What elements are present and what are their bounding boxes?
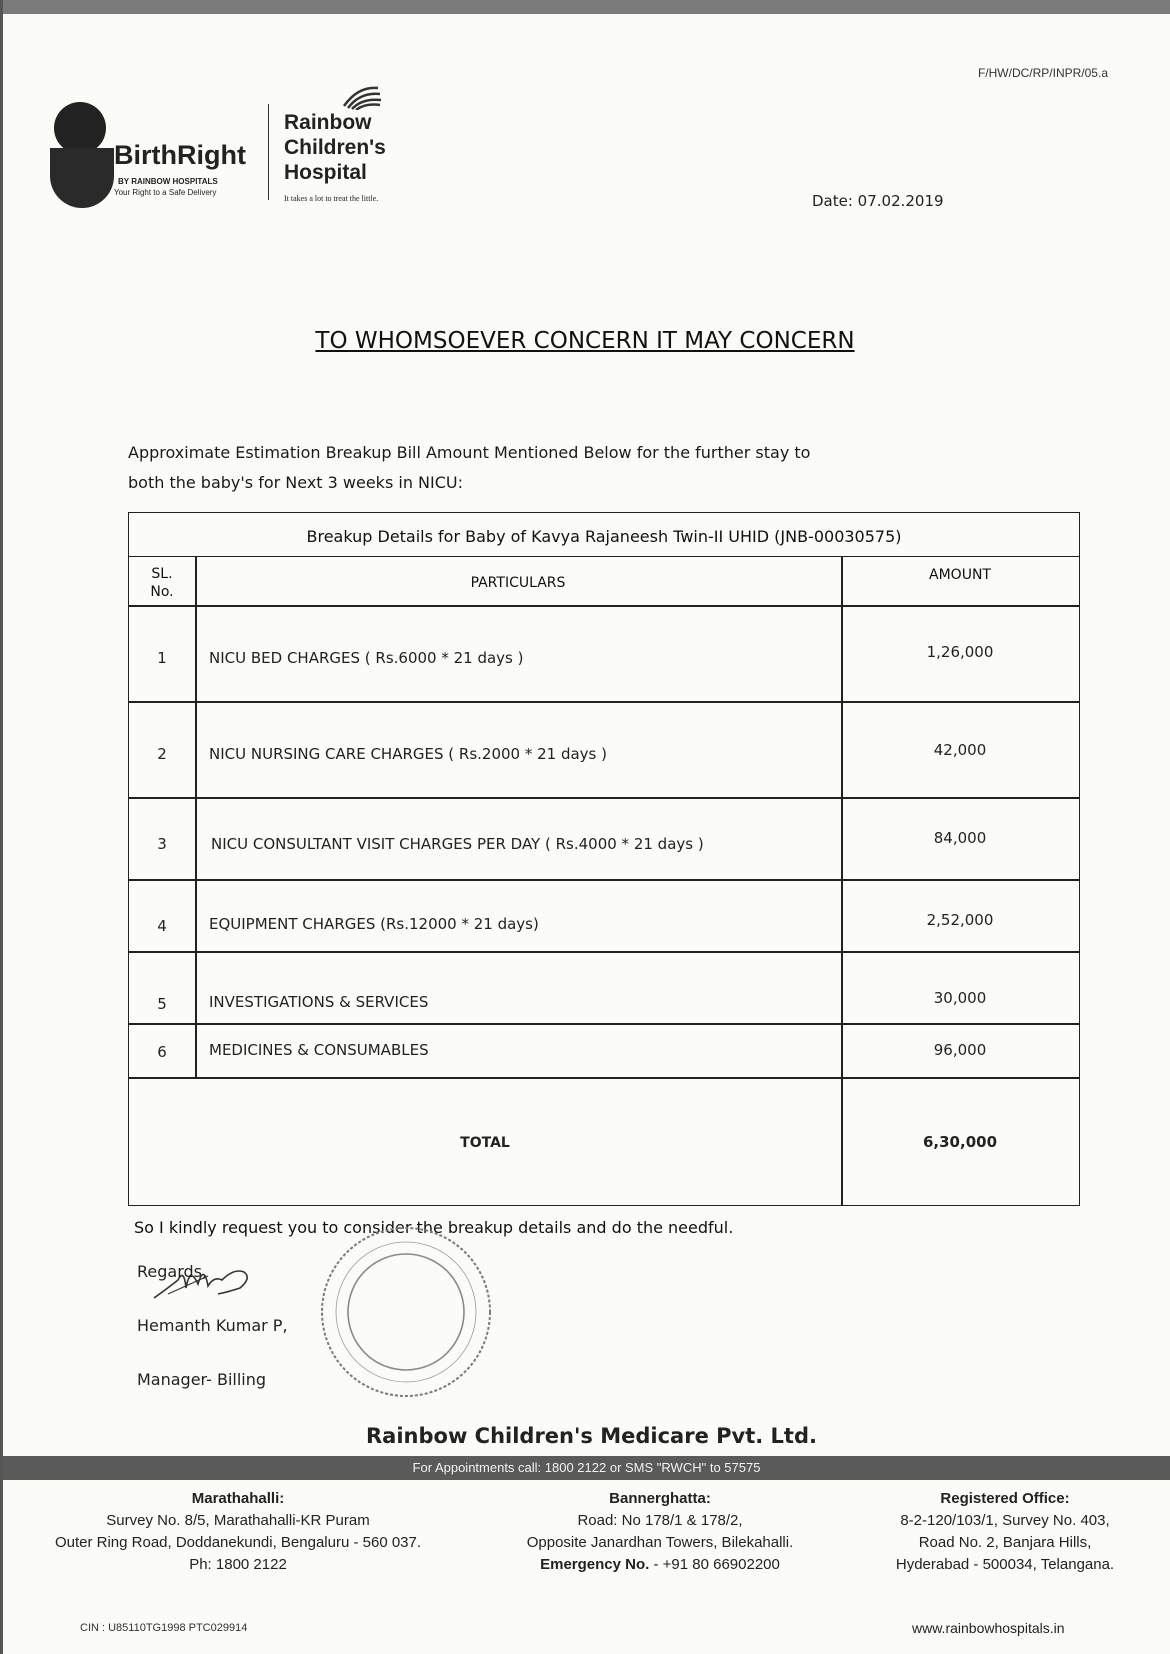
letter-title: TO WHOMSOEVER CONCERN IT MAY CONCERN [315, 328, 855, 354]
header-particulars: PARTICULARS [470, 575, 566, 591]
row-3-sl: 3 [157, 835, 167, 853]
row-4-particulars: EQUIPMENT CHARGES (Rs.12000 * 21 days) [209, 915, 539, 933]
website-link[interactable]: www.rainbowhospitals.in [912, 1620, 1065, 1636]
address-line: 8-2-120/103/1, Survey No. 403, [900, 1512, 1110, 1529]
header-sl [129, 565, 195, 601]
emergency-number: - +91 80 66902200 [649, 1556, 780, 1573]
logo-divider [268, 104, 269, 200]
birthright-name: BirthRight [114, 140, 246, 170]
total-amount: 6,30,000 [922, 1133, 998, 1151]
address-line: Road: No 178/1 & 178/2, [577, 1512, 743, 1529]
row-2-particulars: NICU NURSING CARE CHARGES ( Rs.2000 * 21 days ) [209, 745, 607, 763]
regards-text: Regards, [137, 1262, 208, 1281]
header-sl-line-1: SL. [151, 566, 173, 582]
address-line: Outer Ring Road, Doddanekundi, Bengaluru - 560 037. [54, 1534, 422, 1551]
address-line: Ph: 1800 2122 [189, 1556, 287, 1573]
rainbow-swirl-icon [338, 82, 384, 110]
address-heading: Bannerghatta: [609, 1490, 711, 1507]
address-line: Opposite Janardhan Towers, Bilekahalli. [526, 1534, 794, 1551]
header-amount: AMOUNT [929, 567, 991, 583]
emergency-label: Emergency No. [540, 1556, 650, 1573]
emergency-line [490, 1554, 830, 1576]
request-text: So I kindly request you to consider the breakup details and do the needful. [134, 1218, 734, 1237]
table-caption: Breakup Details for Baby of Kavya Rajaneesh Twin-II UHID (JNB-00030575) [129, 513, 1079, 557]
address-heading: Marathahalli: [191, 1490, 285, 1507]
birthright-logo [50, 100, 260, 210]
intro-line-1: Approximate Estimation Breakup Bill Amount Mentioned Below for the further stay to [128, 443, 811, 462]
rainbow-logo [278, 82, 448, 212]
cin-number: CIN : U85110TG1998 PTC029914 [80, 1622, 248, 1634]
row-5-amount: 30,000 [933, 989, 987, 1007]
row-1-sl: 1 [157, 649, 167, 667]
mother-child-icon [54, 102, 106, 154]
row-divider [129, 879, 1079, 881]
rainbow-line-3: Hospital [284, 161, 367, 184]
header-row-divider [129, 605, 1079, 607]
row-6-amount: 96,000 [933, 1041, 987, 1059]
row-6-particulars: MEDICINES & CONSUMABLES [209, 1041, 429, 1059]
rainbow-line-2: Children's [284, 136, 386, 159]
row-3-particulars: NICU CONSULTANT VISIT CHARGES PER DAY ( Rs.4000 * 21 days ) [211, 835, 704, 853]
birthright-sub: BY RAINBOW HOSPITALS [118, 177, 218, 186]
company-stamp [316, 1222, 496, 1402]
breakup-table [128, 512, 1080, 1206]
row-divider [129, 701, 1079, 703]
row-4-sl: 4 [157, 917, 167, 935]
row-divider [129, 951, 1079, 953]
intro-paragraph [128, 438, 1028, 498]
row-5-sl: 5 [157, 995, 167, 1013]
row-2-amount: 42,000 [933, 741, 987, 759]
rainbow-tagline: It takes a lot to treat the little. [284, 194, 379, 203]
column-divider-sl [195, 557, 197, 1077]
signatory-role: Manager- Billing [137, 1370, 267, 1389]
address-heading: Registered Office: [940, 1490, 1070, 1507]
address-bannerghatta [490, 1488, 830, 1576]
top-scan-bar [0, 0, 1170, 14]
form-code: F/HW/DC/RP/INPR/05.a [977, 66, 1108, 80]
row-divider [129, 797, 1079, 799]
company-name: Rainbow Children's Medicare Pvt. Ltd. [366, 1424, 817, 1448]
row-5-particulars: INVESTIGATIONS & SERVICES [209, 993, 429, 1011]
row-4-amount: 2,52,000 [926, 911, 994, 929]
address-line: Survey No. 8/5, Marathahalli-KR Puram [106, 1512, 370, 1529]
signatory-name: Hemanth Kumar P, [137, 1316, 288, 1335]
address-line: Hyderabad - 500034, Telangana. [895, 1556, 1115, 1573]
address-line: Road No. 2, Banjara Hills, [918, 1534, 1092, 1551]
rainbow-line-1: Rainbow [284, 111, 372, 134]
left-scan-edge [0, 0, 3, 1654]
birthright-tagline: Your Right to a Safe Delivery [114, 188, 217, 197]
row-1-particulars: NICU BED CHARGES ( Rs.6000 * 21 days ) [209, 649, 524, 667]
row-6-sl: 6 [157, 1043, 167, 1061]
mother-child-icon-body [50, 148, 114, 208]
address-marathahalli [14, 1488, 462, 1576]
appointments-bar: For Appointments call: 1800 2122 or SMS "RWCH" to 57575 [3, 1456, 1170, 1480]
letter-date: Date: 07.02.2019 [812, 192, 944, 210]
row-divider [129, 1023, 1079, 1025]
row-1-amount: 1,26,000 [926, 643, 994, 661]
row-3-amount: 84,000 [933, 829, 987, 847]
total-label: TOTAL [460, 1135, 510, 1151]
header-sl-line-2: No. [150, 584, 174, 600]
intro-line-2: both the baby's for Next 3 weeks in NICU: [128, 473, 463, 492]
total-row-divider [129, 1077, 1079, 1079]
address-registered-office [850, 1488, 1160, 1576]
row-2-sl: 2 [157, 745, 167, 763]
